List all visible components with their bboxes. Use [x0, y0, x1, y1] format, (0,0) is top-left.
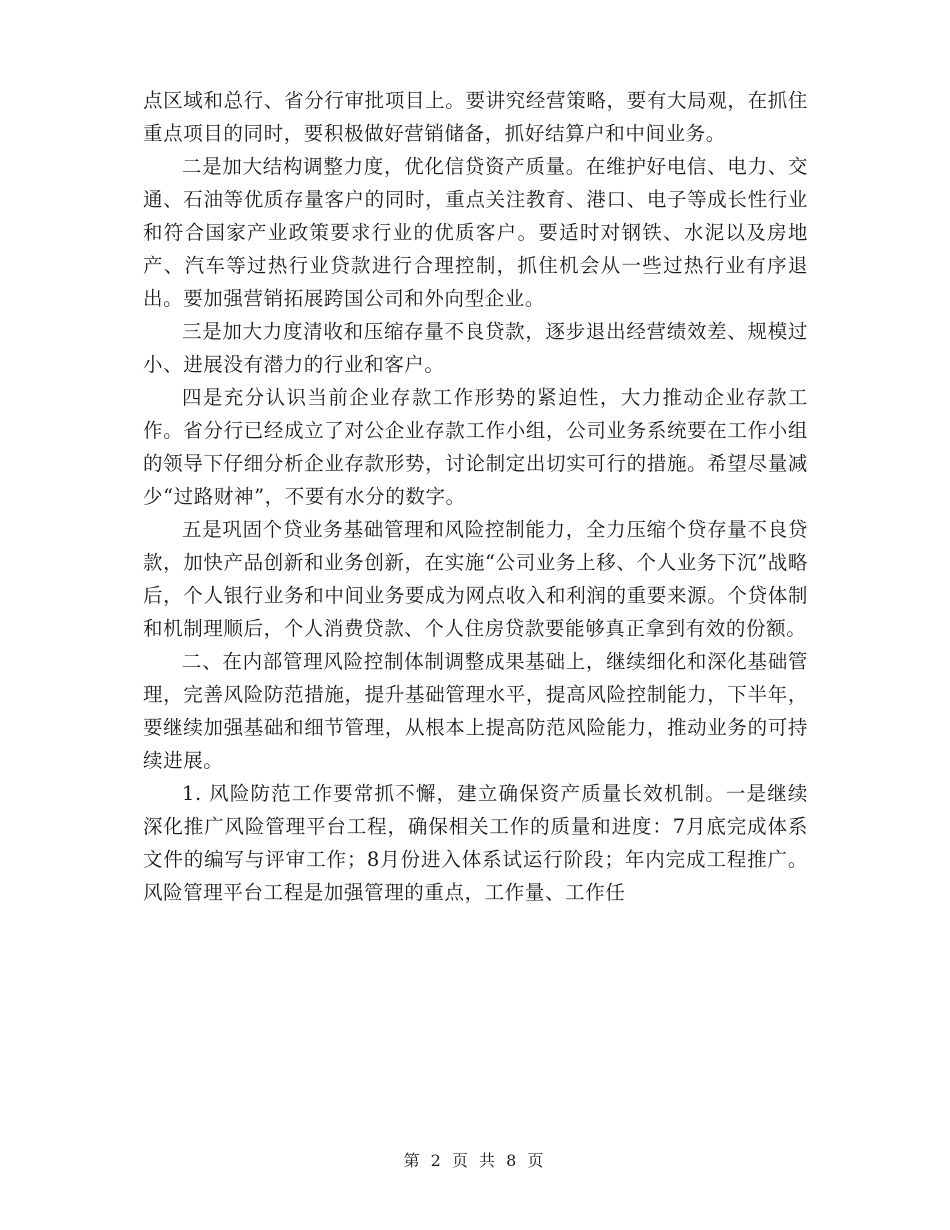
paragraph-enterprise-deposits: 四是充分认识当前企业存款工作形势的紧迫性，大力推动企业存款工作。省分行已经成立了对公企业存款工作小组，公司业务系统要在工作小组的领导下仔细分析企业存款形势，讨论制定出切实可行的措施。希望尽量减少“过路财神”，不要有水分的数字。 [143, 386, 808, 508]
paragraph-bad-loans: 三是加大力度清收和压缩存量不良贷款，逐步退出经营绩效差、规模过小、进展没有潜力的行业和客户。 [143, 320, 808, 376]
paragraph-risk-prevention: 1. 风险防范工作要常抓不懈，建立确保资产质量长效机制。一是继续深化推广风险管理平台工程，确保相关工作的质量和进度：7月底完成体系文件的编写与评审工作；8月份进入体系试运行阶段；年内完成工程推广。风险管理平台工程是加强管理的重点，工作量、工作任 [143, 782, 808, 904]
page-number-footer: 第 2 页 共 8 页 [403, 1151, 547, 1170]
paragraph-continuation: 点区域和总行、省分行审批项目上。要讲究经营策略，要有大局观，在抓住重点项目的同时，要积极做好营销储备，抓好结算户和中间业务。 [143, 89, 808, 145]
paragraph-internal-management: 二、在内部管理风险控制体制调整成果基础上，继续细化和深化基础管理，完善风险防范措施，提升基础管理水平，提高风险控制能力，下半年，要继续加强基础和细节管理，从根本上提高防范风险能力，推动业务的可持续进展。 [143, 650, 808, 772]
document-body [143, 84, 808, 909]
paragraph-personal-loans: 五是巩固个贷业务基础管理和风险控制能力，全力压缩个贷存量不良贷款，加快产品创新和业务创新，在实施“公司业务上移、个人业务下沉”战略后，个人银行业务和中间业务要成为网点收入和利润的重要来源。个贷体制和机制理顺后，个人消费贷款、个人住房贷款要能够真正拿到有效的份额。 [143, 518, 808, 640]
paragraph-structure-adjustment: 二是加大结构调整力度，优化信贷资产质量。在维护好电信、电力、交通、石油等优质存量客户的同时，重点关注教育、港口、电子等成长性行业和符合国家产业政策要求行业的优质客户。要适时对钢铁、水泥以及房地产、汽车等过热行业贷款进行合理控制，抓住机会从一些过热行业有序退出。要加强营销拓展跨国公司和外向型企业。 [143, 155, 808, 310]
